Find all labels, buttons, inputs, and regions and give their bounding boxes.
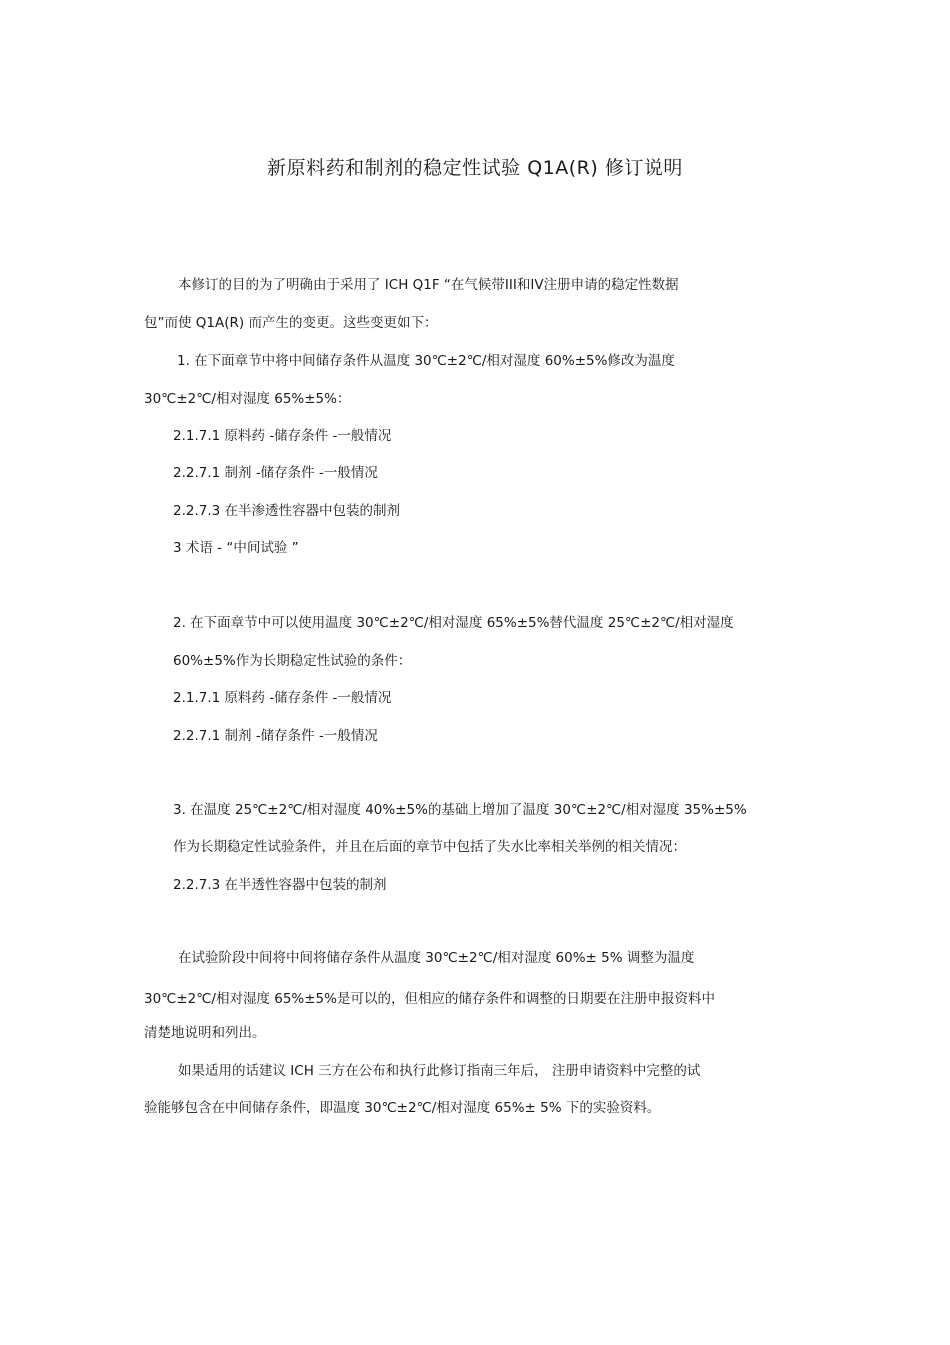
change-3-line-1: 3. 在温度 25℃±2℃/相对湿度 40%±5%的基础上增加了温度 30℃±2℃/相对湿度 35%±5% <box>173 802 747 818</box>
paragraph-1-line-3: 清楚地说明和列出。 <box>144 1025 266 1041</box>
paragraph-2-line-1: 如果适用的话建议 ICH 三方在公布和执行此修订指南三年后， 注册申请资料中完整的试 <box>178 1063 701 1079</box>
intro-line-1: 本修订的目的为了明确由于采用了 ICH Q1F “在气候带III和IV注册申请的稳定性数据 <box>178 277 679 293</box>
change-3-line-2: 作为长期稳定性试验条件，并且在后面的章节中包括了失水比率相关举例的相关情况： <box>173 839 686 855</box>
change-1-line-1: 1. 在下面章节中将中间储存条件从温度 30℃±2℃/相对湿度 60%±5%修改为温度 <box>177 353 675 369</box>
change-1-item: 2.2.7.3 在半渗透性容器中包装的制剂 <box>173 503 401 519</box>
change-2-item: 2.1.7.1 原料药 -储存条件 -一般情况 <box>173 690 392 706</box>
change-2-item: 2.2.7.1 制剂 -储存条件 -一般情况 <box>173 728 378 744</box>
paragraph-2-line-2: 验能够包含在中间储存条件，即温度 30℃±2℃/相对湿度 65%± 5% 下的实验资料。 <box>144 1100 661 1116</box>
change-1-line-2: 30℃±2℃/相对湿度 65%±5%： <box>144 391 351 407</box>
paragraph-1-line-1: 在试验阶段中间将中间将储存条件从温度 30℃±2℃/相对湿度 60%± 5% 调整为温度 <box>178 950 695 966</box>
change-3-item: 2.2.7.3 在半透性容器中包装的制剂 <box>173 877 387 893</box>
paragraph-1-line-2: 30℃±2℃/相对湿度 65%±5%是可以的，但相应的储存条件和调整的日期要在注册申报资料中 <box>144 991 715 1007</box>
intro-line-2: 包”而使 Q1A(R) 而产生的变更。这些变更如下： <box>144 315 438 331</box>
change-1-item: 2.1.7.1 原料药 -储存条件 -一般情况 <box>173 428 392 444</box>
change-2-line-2: 60%±5%作为长期稳定性试验的条件： <box>173 653 412 669</box>
change-1-item: 2.2.7.1 制剂 -储存条件 -一般情况 <box>173 465 378 481</box>
change-1-item: 3 术语 - “中间试验 ” <box>173 540 299 556</box>
change-2-line-1: 2. 在下面章节中可以使用温度 30℃±2℃/相对湿度 65%±5%替代温度 25℃±2℃/相对湿度 <box>173 615 734 631</box>
document-title: 新原料药和制剂的稳定性试验 Q1A(R) 修订说明 <box>267 157 683 179</box>
